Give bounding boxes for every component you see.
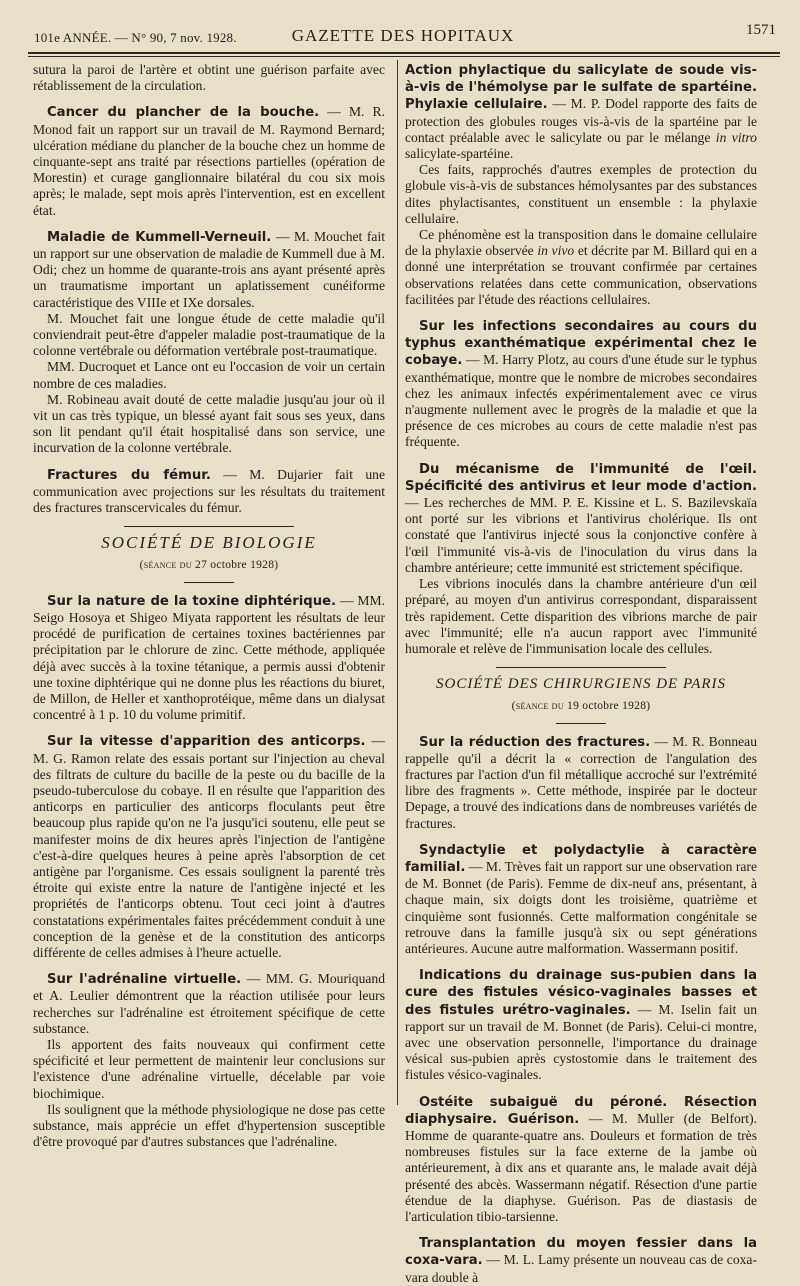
article-paragraph: M. Robineau avait douté de cette maladie jusqu'au jour où il vit un cas très typique, un blessé ayant fait sous ses yeux, dans son lit pendant qu'il était hospitalisé dans son service, une incurvation de la colonne vertébrale. xyxy=(33,391,385,456)
article-toxine xyxy=(33,593,385,724)
article-text: — M. Mouchet fait un rapport sur une observation de maladie de Kummell due à M. Odi; chez un homme de quarante-trois ans ayant présenté après un traumatisme important un aplatissement cunéiforme caractéristique des VIIIe et IXe dorsales. xyxy=(33,228,385,310)
left-column xyxy=(33,62,385,1150)
seance-date: (séance du 27 octobre 1928) xyxy=(139,559,279,572)
article-text: — M. Iselin fait un rapport sur un travail de M. Bonnet (de Paris). Celui-ci montre, avec une observation personnelle, l'importance du drainage vésical sus-pubien après cystostomie dans le traitement des fistules vésico-vaginales. xyxy=(405,1001,757,1083)
article-title: Ostéite subaiguë du péroné. Résection diaphysaire. Guérison. xyxy=(405,1094,757,1127)
page-number: 1571 xyxy=(746,22,776,38)
article-text: — M. Dujarier fait une communication avec projections sur les résultats du traitement des fractures transcervicales du fémur. xyxy=(33,466,386,516)
article-text: — M. L. Lamy présente un nouveau cas de coxa-vara double à xyxy=(405,1252,757,1285)
article-title: Cancer du plancher de la bouche. xyxy=(47,105,320,121)
article-title: Indications du drainage sus-pubien dans la cure des fistules vésico-vaginales basses et des fistules urétro-vaginales. xyxy=(405,968,757,1018)
article-text: — M. R. Bonneau rappelle qu'il a décrit la « correction de l'angulation des fractures par l'action d'un fil métallique accroché sur l'extrémité libre des fragments ». Cette méthode, inspirée par le docteur Depage, a trouvé des indications dans de nombreuses variétés de fractures. xyxy=(405,733,757,831)
section-rule xyxy=(124,526,294,527)
journal-title: GAZETTE DES HOPITAUX xyxy=(291,26,515,45)
article-title: Fractures du fémur. xyxy=(47,467,211,483)
article-text: — MM. Seigo Hosoya et Shigeo Miyata rapportent les résultats de leur procédé de purification de certaines toxines bactériennes par précipitation par le chlorure de zinc. Cette méthode, appliquée déjà avec succès à la toxine tétanique, a permis aussi d'obtenir une toxine diphtérique qui ne donne plus les réactions du biuret, de Millon, de Heller et xanthoprotéique, même dans un dialysat concentré à 1 p. 10 du volume primitif. xyxy=(33,592,385,723)
article-title: Transplantation du moyen fessier dans la coxa-vara. xyxy=(405,1236,757,1269)
article-text: — M. Harry Plotz, au cours d'une étude sur le typhus exanthématique, montre que le nombre de microbes secondaires chez les animaux infectés expérimentalement avec ce virus n'augmente nullement avec le progrès de la maladie et que la présence de ces microbes au cours de cette maladie n'est pas fréquente. xyxy=(405,352,757,450)
short-rule xyxy=(556,723,606,724)
article-osteite xyxy=(405,1094,757,1226)
article-title: Sur la vitesse d'apparition des anticorps. xyxy=(47,734,366,750)
article-typhus xyxy=(405,318,757,451)
article-kummell xyxy=(33,229,385,311)
header-rule xyxy=(28,52,780,57)
article-drainage xyxy=(405,967,757,1083)
article-title: Action phylactique du salicylate de soude vis-à-vis de l'hémolyse par le sulfate de spartéine. Phylaxie cellulaire. xyxy=(405,63,757,113)
article-text: — M. Trèves fait un rapport sur une observation rare de M. Bonnet (de Paris). Femme de dix-neuf ans, présentant, à chaque main, six doigts dont les troisième, quatrième et cinquième sont fusionnés. Cette malformation congénitale se retrouve dans la famille jusqu'à six ou sept générations antérieures. Aucune autre malformation. Wassermann positif. xyxy=(405,858,757,956)
italic-term: in vivo xyxy=(537,243,575,259)
article-paragraph: MM. Ducroquet et Lance ont eu l'occasion de voir un certain nombre de ces maladies. xyxy=(33,359,385,391)
article-paragraph: M. Mouchet fait une longue étude de cette maladie qu'il conviendrait peut-être d'appeler maladie post-traumatique de la colonne vertébrale ou déformation vertébrale post-traumatique. xyxy=(33,310,385,359)
article-salicylate xyxy=(405,62,757,162)
article-text: — MM. G. Mouriquand et A. Leulier démontrent que la réaction utilisée pour leurs recherches sur l'adrénaline est étroitement spécifique de cette substance. xyxy=(33,971,385,1036)
page-header xyxy=(28,20,778,50)
article-title: Du mécanisme de l'immunité de l'œil. Spécificité des antivirus et leur mode d'action. xyxy=(405,461,757,494)
article-text: — M. G. Ramon relate des essais portant sur l'injection au cheval des filtrats de culture du bacille de la peste ou du bacille de la pseudo-tuberculose du cobaye. Il en résulte que l'apparition des anticorps en particulier des anticorps floculants peut être beaucoup plus rapide qu'on ne l'a jusqu'ici soutenu, elle peut se manifester moins de dix heures après l'injection de l'antigène c'est-à-dire quelques heures à peine après l'absorption de cet antigène par l'organisme. Ces essais soulignent la parenté très étroite qui existe entre la nature de l'antigène injecté et les propriétés de l'anticorps obtenu. Tout ceci joint à d'autres constatations expérimentales faites précédemment conduit à une conception de la genèse et de la constitution des anticorps différente de celles admises à l'heure actuelle. xyxy=(33,733,385,960)
column-divider xyxy=(397,60,398,1105)
article-text: — M. P. Dodel rapporte des faits de protection des globules rouges vis-à-vis de la spartéine par le contact préalable avec le salicylate ou par le mélange xyxy=(405,96,757,145)
intro-paragraph: sutura la paroi de l'artère et obtint une guérison parfaite avec rétablissement de la circulation. xyxy=(33,62,385,94)
italic-term: in vitro xyxy=(715,129,757,145)
article-title: Sur l'adrénaline virtuelle. xyxy=(47,972,242,988)
article-title: Sur la nature de la toxine diphtérique. xyxy=(47,593,337,609)
article-text: — M. Muller (de Belfort). Homme de quarante-quatre ans. Douleurs et formation de très nombreuses fistules sur la face externe de la jambe où antérieurement, à dix ans et quarante ans, le malade avait déjà présenté des abcès. Wassermann négatif. Résection d'une partie étendue de la diaphyse. Guérison. Pas de diastasis de l'articulation tibio-tarsienne. xyxy=(405,1110,757,1224)
issue-info: 101e ANNÉE. — N° 90, 7 nov. 1928. xyxy=(34,30,237,45)
article-paragraph: Ils apportent des faits nouveaux qui confirment cette spécificité et leur permettent de maintenir leur conclusions sur l'existence d'une adrénaline virtuelle, décelable par voie biochimique. xyxy=(33,1036,385,1101)
article-oeil xyxy=(405,461,757,576)
article-anticorps xyxy=(33,733,385,961)
article-cancer xyxy=(33,104,385,218)
article-title: Sur les infections secondaires au cours du typhus exanthématique expérimental chez le cobaye. xyxy=(405,319,757,369)
society-heading: SOCIÉTÉ DE BIOLOGIE xyxy=(101,533,317,553)
right-column xyxy=(405,62,757,1286)
society-heading: SOCIÉTÉ DES CHIRURGIENS DE PARIS xyxy=(435,676,727,693)
article-adrenaline xyxy=(33,971,385,1037)
article-title: Maladie de Kummell-Verneuil. xyxy=(47,229,272,245)
article-fractures xyxy=(405,734,757,832)
article-paragraph: Ils soulignent que la méthode physiologique ne dose pas cette substance, mais apprécie un effet d'hypertension susceptible d'être provoqué par d'autres substances que l'adrénaline. xyxy=(33,1101,385,1150)
section-rule xyxy=(496,667,666,668)
article-title: Sur la réduction des fractures. xyxy=(419,734,651,750)
article-transplantation xyxy=(405,1235,757,1286)
short-rule xyxy=(184,582,234,583)
article-text: salicylate-spartéine. xyxy=(405,146,514,162)
seance-date: (séance du 19 octobre 1928) xyxy=(511,700,651,713)
article-femur xyxy=(33,467,385,517)
article-title: Syndactylie et polydactylie à caractère familial. xyxy=(405,842,757,875)
article-paragraph: Les vibrions inoculés dans la chambre antérieure d'un œil préparé, au moyen d'un antivirus correspondant, disparaissent très rapidement. Cette disparition des vibrions marche de pair avec l'immunité; elle n'a aucun rapport avec l'immunité humorale et relève de l'immunisation locale des cellules. xyxy=(405,576,757,656)
article-text: — M. R. Monod fait un rapport sur un travail de M. Raymond Bernard; ulcération médiane du plancher de la bouche chez un homme de cinquante-sept ans traité par résections partielles (opération de Morestin) et curage ganglionnaire bilatéral du cou six mois après; le malade, sept mois après l'intervention, est en excellent état. xyxy=(33,104,385,218)
article-paragraph: Ce phénomène est la transposition dans le domaine cellulaire de la phylaxie observée in vivo et décrite par M. Billard qui en a donné une interprétation se trouvant confirmée par certaines observations relatées dans cette communication, observations facilitées par l'étude des réactions cellulaires. xyxy=(405,227,757,307)
article-syndactylie xyxy=(405,842,757,957)
article-paragraph: Ces faits, rapprochés d'autres exemples de protection du globule vis-à-vis de substances hémolysantes par des substances dites phylactisantes, constituent un ensemble : la phylaxie cellulaire. xyxy=(405,162,757,226)
article-text: — Les recherches de MM. P. E. Kissine et L. S. Bazilevskaïa ont porté sur les vibrions et l'antivirus cholérique. Ils ont constaté que l'antivirus injecté sous la conjonctive confère à l'œil l'immunité vis-à-vis de l'inoculation du virus dans la chambre antérieure; cette immunité est strictement spécifique. xyxy=(405,495,757,575)
